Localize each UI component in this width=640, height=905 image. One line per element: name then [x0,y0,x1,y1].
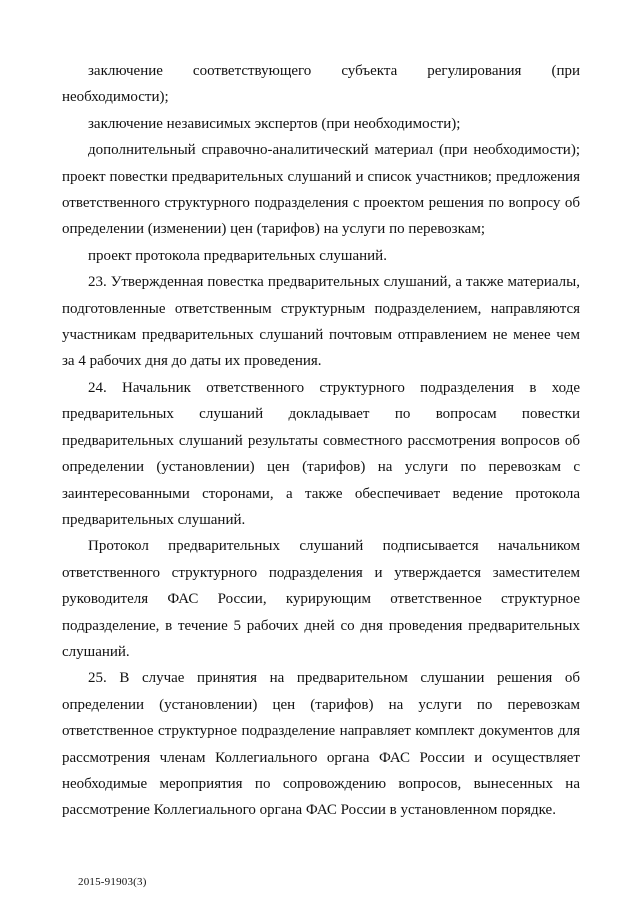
paragraph-item-23: 23. Утвержденная повестка предварительных слушаний, а также материалы, подготовленные ответственным структурным подразделением, направляются участникам предварительных слушаний почтовым отправлением не менее чем за 4 рабочих дня до даты их проведения. [62,274,580,370]
paragraph-regulator-conclusion: заключение соответствующего субъекта регулирования (при необходимости); [62,63,580,106]
document-footer-code: 2015-91903(3) [78,876,147,888]
paragraph-protocol-draft: проект протокола предварительных слушаний. [88,247,387,264]
paragraph-item-24: 24. Начальник ответственного структурного подразделения в ходе предварительных слушаний докладывает по вопросам повестки предварительных слушаний результаты совместного рассмотрения вопросов об определении (установлении) цен (тарифов) на услуги по перевозкам с заинтересованными сторонами, а также обеспечивает ведение протокола предварительных слушаний. [62,379,580,528]
document-body [62,58,580,824]
paragraph-protocol-signing: Протокол предварительных слушаний подписывается начальником ответственного структурного подразделения и утверждается заместителем руководителя ФАС России, курирующим ответственное структурное подразделение, в течение 5 рабочих дней со дня проведения предварительных слушаний. [62,538,580,660]
paragraph-independent-experts: заключение независимых экспертов (при необходимости); [88,115,461,132]
paragraph-item-25: 25. В случае принятия на предварительном слушании решения об определении (установлении) цен (тарифов) на услуги по перевозкам ответственное структурное подразделение направляет комплект документов для рассмотрения членам Коллегиального органа ФАС России и осуществляет необходимые мероприятия по сопровождению вопросов, вынесенных на рассмотрение Коллегиального органа ФАС России в установленном порядке. [62,670,580,819]
paragraph-additional-materials: дополнительный справочно-аналитический материал (при необходимости); проект повестки предварительных слушаний и список участников; предложения ответственного структурного подразделения с проектом решения по вопросу об определении (изменении) цен (тарифов) на услуги по перевозкам; [62,142,580,238]
